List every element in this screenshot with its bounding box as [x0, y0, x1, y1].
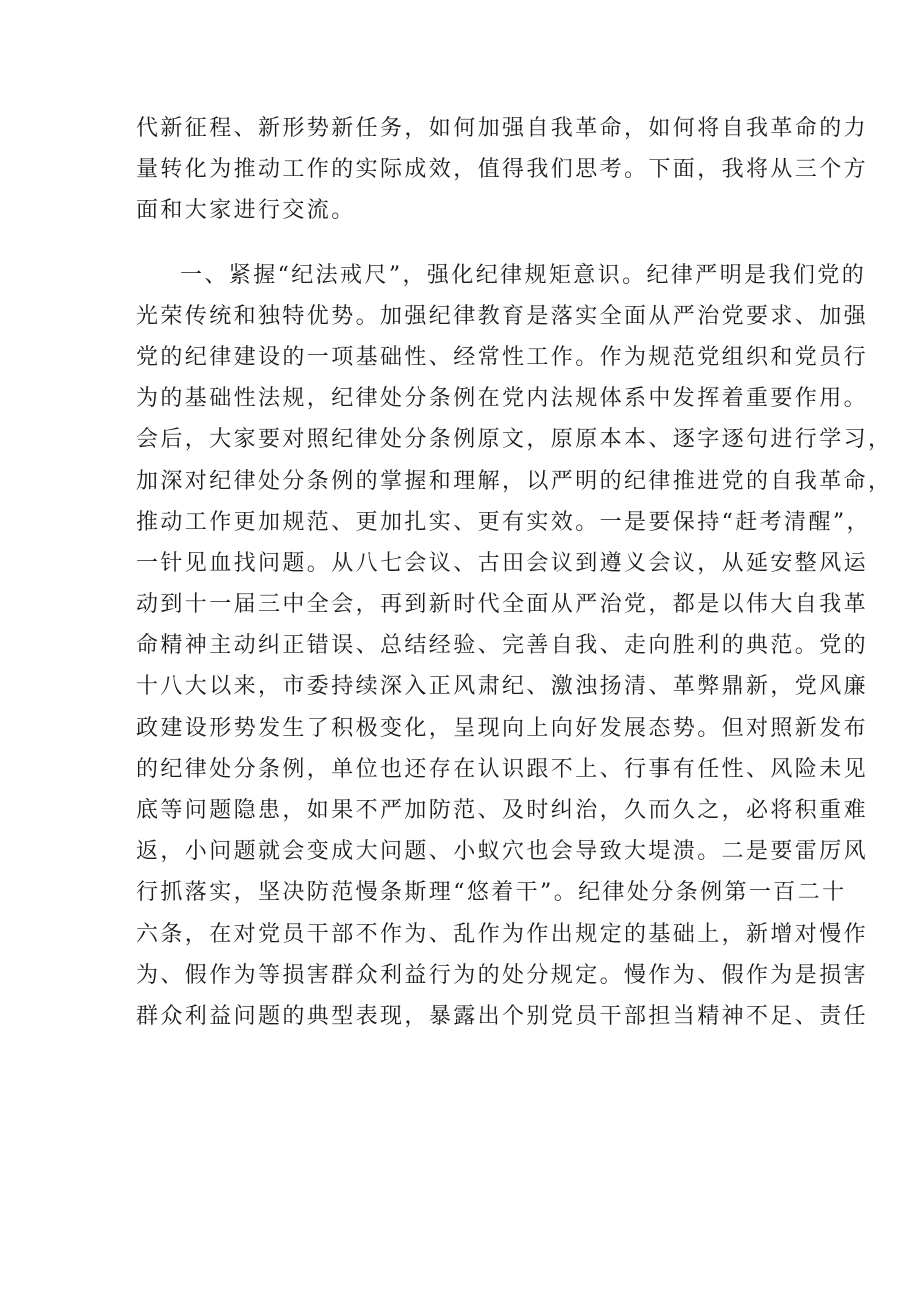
paragraph-1: [136, 108, 869, 232]
text-line: 行抓落实，坚决防范慢条斯理“悠着干”。纪律处分条例第一百二十: [136, 880, 847, 906]
text-line: 群众利益问题的典型表现，暴露出个别党员干部担当精神不足、责任: [136, 1003, 869, 1029]
text-line: 面和大家进行交流。: [136, 198, 356, 224]
text-line: 命精神主动纠正错误、总结经验、完善自我、走向胜利的典范。党的: [136, 633, 869, 659]
text-line: 为、假作为等损害群众利益行为的处分规定。慢作为、假作为是损害: [136, 962, 869, 988]
text-line: 六条，在对党员干部不作为、乱作为作出规定的基础上，新增对慢作: [136, 921, 869, 947]
text-line: 加深对纪律处分条例的掌握和理解，以严明的纪律推进党的自我革命，: [136, 468, 893, 494]
text-line: 代新征程、新形势新任务，如何加强自我革命，如何将自我革命的力: [136, 116, 869, 141]
text-line: 政建设形势发生了积极变化，呈现向上向好发展态势。但对照新发布: [136, 715, 869, 741]
text-line: 十八大以来，市委持续深入正风肃纪、激浊扬清、革弊鼎新，党风廉: [136, 674, 869, 700]
paragraph-spacer: [136, 232, 792, 255]
document-body: [136, 108, 893, 1037]
text-line: 党的纪律建设的一项基础性、经常性工作。作为规范党组织和党员行: [136, 344, 869, 370]
text-line: 底等问题隐患，如果不严加防范、及时纠治，久而久之，必将积重难: [136, 798, 869, 823]
text-line: 动到十一届三中全会，再到新时代全面从严治党，都是以伟大自我革: [136, 592, 869, 618]
text-line: 的纪律处分条例，单位也还存在认识跟不上、行事有任性、风险未见: [136, 756, 869, 782]
text-line: 推动工作更加规范、更加扎实、更有实效。一是要保持“赶考清醒”，: [136, 509, 871, 535]
text-line: 光荣传统和独特优势。加强纪律教育是落实全面从严治党要求、加强: [136, 303, 869, 329]
text-line: 量转化为推动工作的实际成效，值得我们思考。下面，我将从三个方: [136, 157, 869, 183]
text-line: 一、紧握“纪法戒尺”，强化纪律规矩意识。纪律严明是我们党的: [180, 262, 867, 288]
text-line: 会后，大家要对照纪律处分条例原文，原原本本、逐字逐句进行学习，: [136, 427, 893, 453]
text-line: 一针见血找问题。从八七会议、古田会议到遵义会议，从延安整风运: [136, 550, 869, 576]
text-line: 返，小问题就会变成大问题、小蚁穴也会导致大堤溃。二是要雷厉风: [136, 839, 869, 865]
text-line: 为的基础性法规，纪律处分条例在党内法规体系中发挥着重要作用。: [136, 386, 869, 412]
paragraph-2: [136, 255, 893, 1038]
